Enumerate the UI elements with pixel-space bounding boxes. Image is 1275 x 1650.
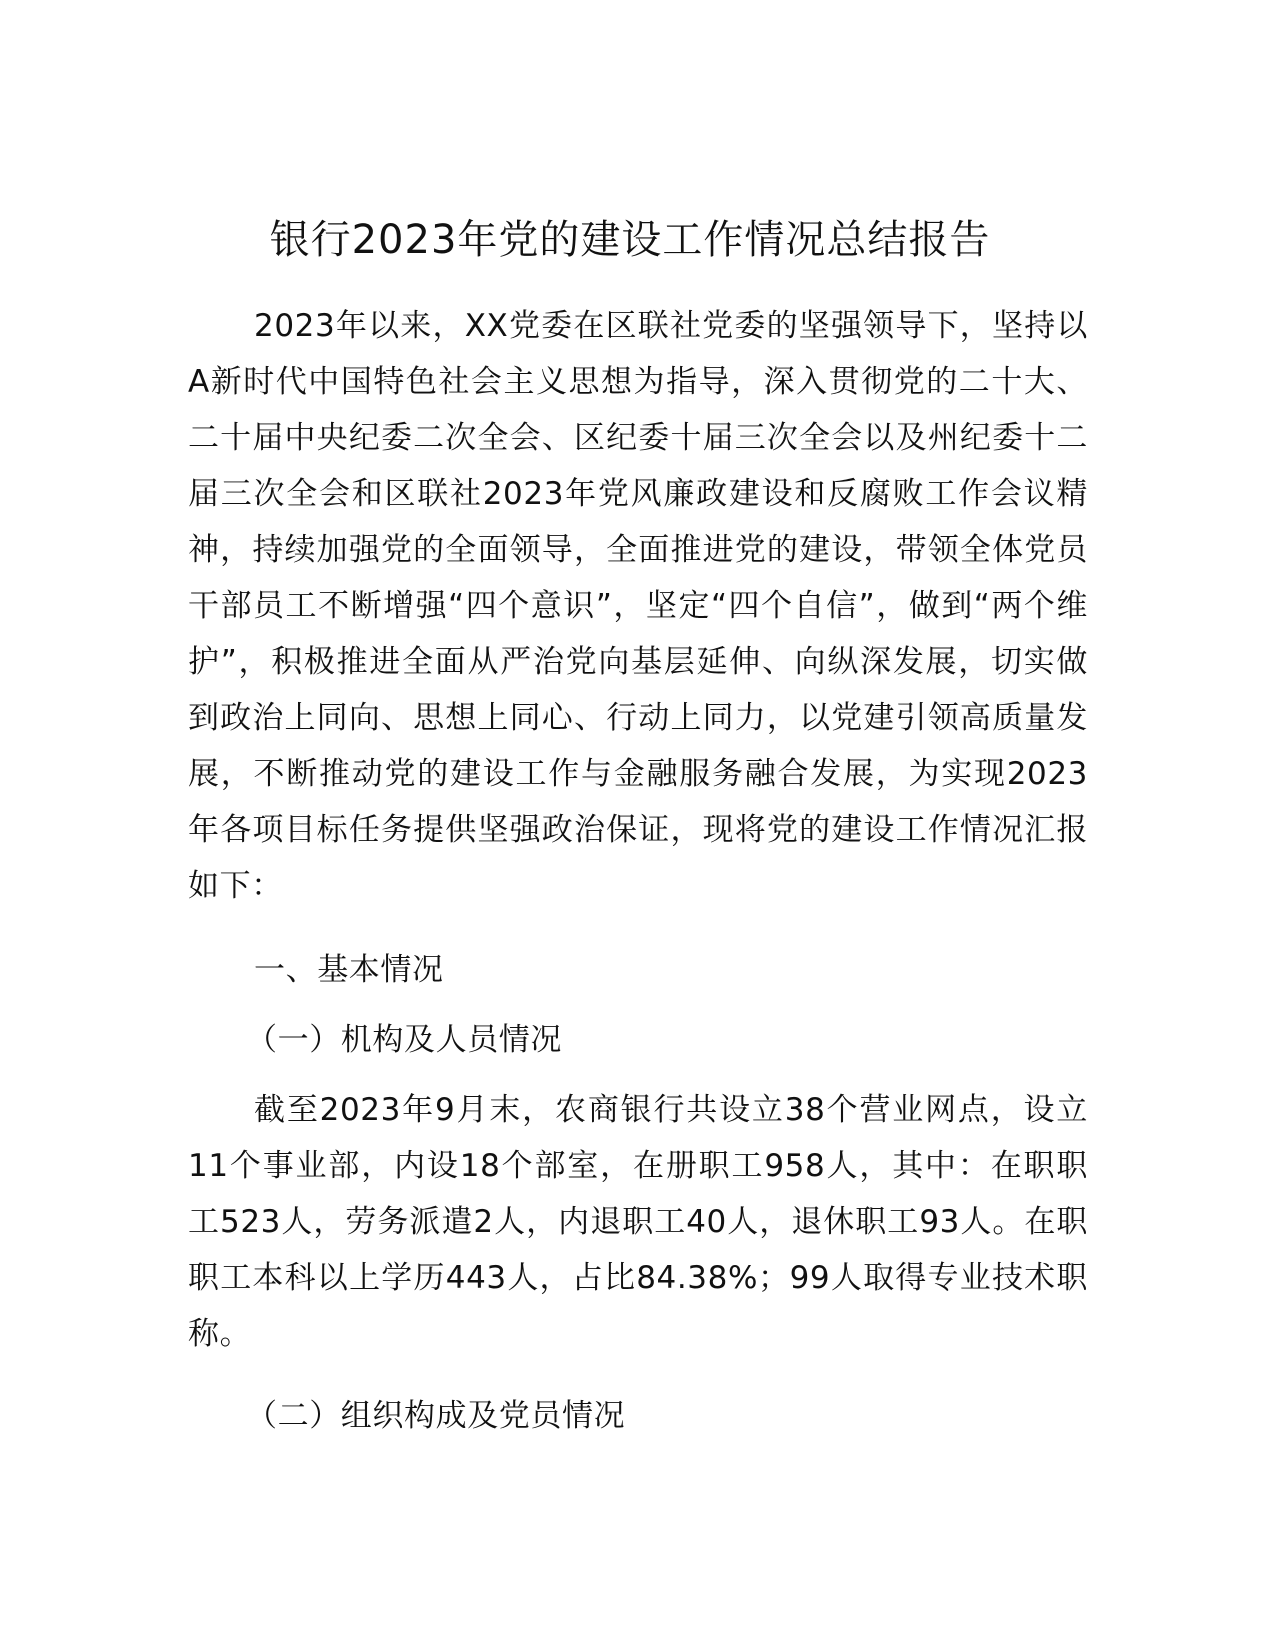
section-heading-basic-situation: 一、基本情况	[254, 952, 444, 988]
intro-paragraph: 2023年以来，XX党委在区联社党委的坚强领导下，坚持以A新时代中国特色社会主义思想为指导，深入贯彻党的二十大、二十届中央纪委二次全会、区纪委十届三次全会以及州纪委十二届三次全会和区联社2023年党风廉政建设和反腐败工作会议精神，持续加强党的全面领导，全面推进党的建设，带领全体党员干部员工不断增强“四个意识”，坚定“四个自信”，做到“两个维护”，积极推进全面从严治党向基层延伸、向纵深发展，切实做到政治上同向、思想上同心、行动上同力，以党建引领高质量发展，不断推动党的建设工作与金融服务融合发展，为实现2023年各项目标任务提供坚强政治保证，现将党的建设工作情况汇报如下：	[188, 308, 1088, 904]
document-title: 银行2023年党的建设工作情况总结报告	[269, 217, 991, 263]
subsection-heading-institutions-staff: （一）机构及人员情况	[246, 1022, 562, 1058]
subsection-heading-organization-members: （二）组织构成及党员情况	[246, 1398, 626, 1434]
institutions-staff-paragraph: 截至2023年9月末，农商银行共设立38个营业网点，设立11个事业部，内设18个部室，在册职工958人，其中：在职职工523人，劳务派遣2人，内退职工40人，退休职工93人。在职职工本科以上学历443人，占比84.38%；99人取得专业技术职称。	[188, 1092, 1088, 1352]
